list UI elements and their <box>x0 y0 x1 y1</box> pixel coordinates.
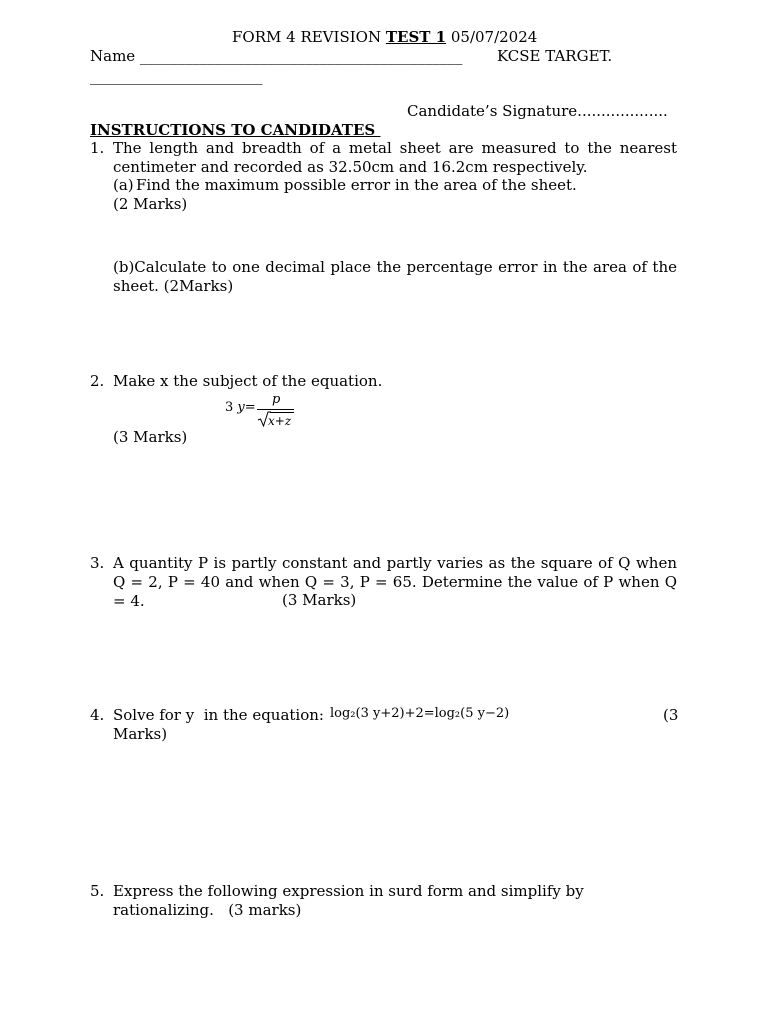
q3-marks: (3 Marks) <box>282 591 357 609</box>
q4-number: 4. <box>90 706 105 724</box>
name-continuation-line: _______________________ <box>90 67 263 85</box>
q1a-text: Find the maximum possible error in the area of the sheet. <box>136 176 577 194</box>
title-date: 05/07/2024 <box>446 28 538 46</box>
q5-line2: rationalizing. (3 marks) <box>113 901 302 919</box>
name-field-label: Name ___________________________________________ <box>90 47 463 65</box>
q3-number: 3. <box>90 554 105 572</box>
instructions-heading: INSTRUCTIONS TO CANDIDATES <box>90 121 381 139</box>
q2-number: 2. <box>90 372 105 390</box>
q1-number: 1. <box>90 139 105 157</box>
q2-marks: (3 Marks) <box>113 428 188 446</box>
candidate-signature: Candidate’s Signature................... <box>407 102 668 120</box>
fraction-bar <box>257 409 294 410</box>
title-prefix: FORM 4 REVISION <box>232 28 386 46</box>
kcse-target: KCSE TARGET. <box>497 47 613 65</box>
q5-line1: Express the following expression in surd form and simplify by <box>113 882 584 900</box>
q4-marks-close: Marks) <box>113 725 168 743</box>
eq-denominator: x+z <box>268 414 292 428</box>
q4-marks-open: (3 <box>663 706 679 724</box>
q1a-label: (a) <box>113 176 134 194</box>
q4-equation: log₂(3 y+2)+2=log₂(5 y−2) <box>330 706 510 721</box>
q5-number: 5. <box>90 882 105 900</box>
eq-numerator: p <box>272 392 281 407</box>
q2-text: Make x the subject of the equation. <box>113 372 383 390</box>
q3-text: A quantity P is partly constant and partly varies as the square of Q when Q = 2, P = 40 and when Q = 3, P = 65. Determine the value of P when Q = 4. <box>113 554 677 610</box>
q4-text: Solve for y in the equation: <box>113 706 324 724</box>
title-test-number: TEST 1 <box>385 28 447 46</box>
q1b-text: (b)Calculate to one decimal place the percentage error in the area of the sheet. (2Marks) <box>113 258 677 295</box>
q1-text: The length and breadth of a metal sheet are measured to the nearest centimeter and recorded as 32.50cm and 16.2cm respectively. <box>113 139 677 176</box>
q1a-marks: (2 Marks) <box>113 195 188 213</box>
test-title <box>232 28 537 47</box>
